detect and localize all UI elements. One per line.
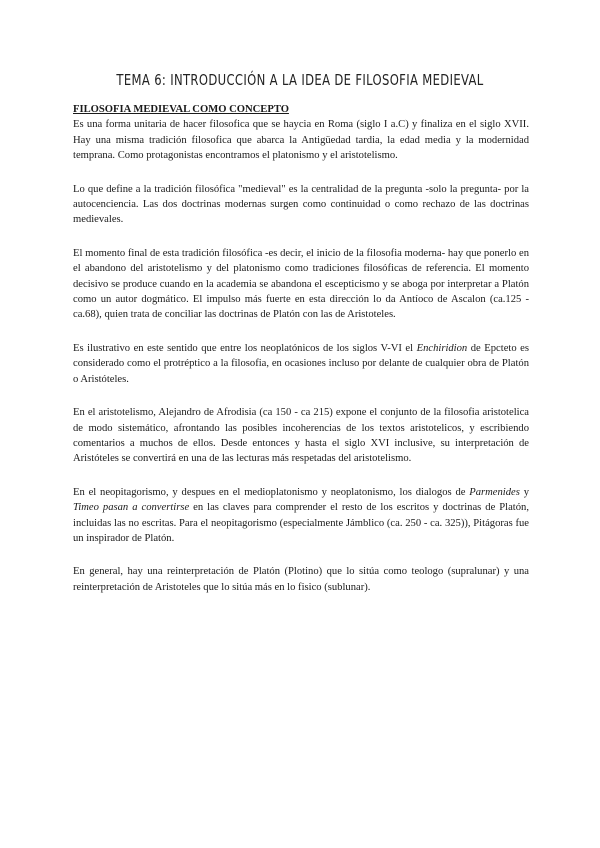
paragraph-1: Es una forma unitaria de hacer filosofica que se haycia en Roma (siglo I a.C) y finaliza en el siglo XVII. Hay una misma tradición filosofica que abarca la Antigüedad tardia, la edad media y la modernidad temprana. Como protagonistas encontramos el platonismo y el aristotelismo. xyxy=(73,119,529,162)
section-heading: FILOSOFIA MEDIEVAL COMO CONCEPTO xyxy=(73,104,289,115)
paragraph-5: En el aristotelismo, Alejandro de Afrodisia (ca 150 - ca 215) expone el conjunto de la filosofia aristotelica de modo sistemático, afrontando las posibles incoherencias de los textos aristotelicos, y escribiendo comentarios a muchos de ellos. Desde entonces y hasta el siglo XVI inclusive, su interpretación de Aristóteles se convertirá en una de las lecturas más respetadas del aristotelismo. xyxy=(73,407,529,465)
paragraph-6 xyxy=(73,485,529,547)
paragraph-6-text-b: y xyxy=(519,486,529,498)
paragraph-7: En general, hay una reinterpretación de Platón (Plotino) que lo sitúa como teologo (supralunar) y una reinterpretación de Aristoteles que lo sitúa más en lo fisico (sublunar). xyxy=(73,566,529,593)
paragraph-4 xyxy=(73,341,529,387)
paragraph-6-text-a: En el neopitagorismo, y despues en el medioplatonismo y neoplatonismo, los dialogos de xyxy=(73,486,470,498)
paragraph-6-italic-1: Parmenides xyxy=(469,486,520,498)
paragraph-2: Lo que define a la tradición filosófica "medieval" es la centralidad de la pregunta -solo la pregunta- por la autocenciencia. Las dos doctrinas modernas surgen como continuidad o como rechazo de las doctrinas medievales. xyxy=(73,183,529,226)
document-body xyxy=(73,102,529,613)
paragraph-6-italic-2: Timeo pasan a convertirse xyxy=(73,502,190,514)
paragraph-4-text-b: de Epcteto es considerado como el protréptico a la filosofia, en ocasiones incluso por delante de cualquier obra de Platón o Aristóteles. xyxy=(73,342,529,385)
paragraph-4-text-a: Es ilustrativo en este sentido que entre los neoplatónicos de los siglos V-VI el xyxy=(73,342,417,354)
paragraph-3: El momento final de esta tradición filosófica -es decir, el inicio de la filosofia moderna- hay que ponerlo en el abandono del aristotelismo y del platonismo como tradiciones filosóficas de referencia. El momento decisivo se produce cuando en la academia se abandona el escepticismo y se aboga por interpretar a Platón como un autor dogmático. El impulso más fuerte en esta dirección lo da Antíoco de Ascalon (ca.125 - ca.68), quien trata de conciliar las doctrinas de Platón con las de Aristoteles. xyxy=(73,247,529,321)
paragraph-6-text-c: en las claves para comprender el resto de los escritos y doctrinas de Platón, incluidas las no escritas. Para el neopitagorismo (especialmente Jámblico (ca. 250 - ca. 325)), Pitágoras fue un inspirador de Platón. xyxy=(73,502,529,544)
paragraph-4-italic: Enchiridion xyxy=(416,342,468,354)
page-title: TEMA 6: INTRODUCCIÓN A LA IDEA DE FILOSOFIA MEDIEVAL xyxy=(116,71,484,89)
